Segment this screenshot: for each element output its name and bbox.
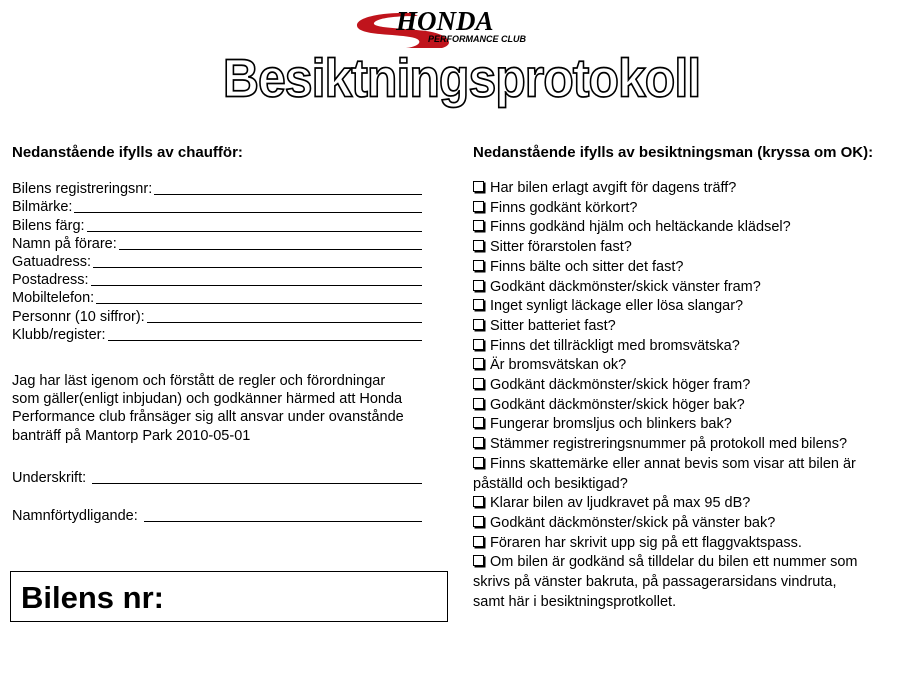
checklist-item	[473, 514, 918, 534]
checklist-item	[473, 258, 918, 278]
checklist-item-text: Inget synligt läckage eller lösa slangar?	[490, 298, 744, 315]
checkbox-icon[interactable]	[473, 417, 484, 428]
agreement-line: som gäller(enligt inbjudan) och godkänner härmed att Honda	[12, 391, 403, 408]
driver-field[interactable]	[12, 307, 422, 325]
name-clarification-label: Namnförtydligande:	[12, 508, 138, 524]
agreement-text	[12, 372, 412, 445]
checklist-item-text: Finns det tillräckligt med bromsvätska?	[490, 337, 740, 354]
checklist-item-text: Godkänt däckmönster/skick höger fram?	[490, 377, 751, 394]
checklist-item	[473, 238, 918, 258]
checkbox-icon[interactable]	[473, 536, 484, 547]
signature-label: Underskrift:	[12, 470, 87, 486]
checkbox-icon[interactable]	[473, 555, 484, 566]
checkbox-icon[interactable]	[473, 280, 484, 291]
driver-field-line[interactable]	[87, 218, 422, 232]
checklist-item-text: Har bilen erlagt avgift för dagens träff?	[490, 180, 737, 196]
driver-field[interactable]	[12, 198, 422, 216]
driver-field-label: Postadress:	[12, 272, 89, 289]
checkbox-icon[interactable]	[473, 496, 484, 507]
honda-performance-club-logo	[352, 4, 552, 50]
driver-field[interactable]	[12, 180, 422, 198]
checklist-item-continuation	[473, 573, 918, 593]
driver-field-label: Klubb/register:	[12, 326, 106, 343]
checklist-item	[473, 553, 918, 573]
driver-field-label: Bilens registreringsnr:	[12, 181, 153, 198]
driver-section	[12, 144, 452, 524]
checkbox-icon[interactable]	[473, 437, 484, 448]
driver-field[interactable]	[12, 271, 422, 289]
document-title: Besiktningsprotokoll	[222, 47, 701, 109]
checklist-item	[473, 179, 918, 199]
checkbox-icon[interactable]	[473, 240, 484, 251]
signature-field[interactable]	[12, 470, 422, 487]
checklist-item	[473, 218, 918, 238]
checklist-item	[473, 199, 918, 219]
checklist-item-text: Finns godkänt körkort?	[490, 199, 638, 216]
checklist-item	[473, 376, 918, 396]
driver-field-label: Bilens färg:	[12, 217, 85, 234]
checkbox-icon[interactable]	[473, 181, 484, 192]
driver-field-label: Namn på förare:	[12, 235, 117, 252]
checkbox-icon[interactable]	[473, 457, 484, 468]
checkbox-icon[interactable]	[473, 299, 484, 310]
driver-field[interactable]	[12, 289, 422, 307]
driver-section-heading: Nedanstående ifylls av chaufför:	[12, 144, 243, 161]
driver-field-line[interactable]	[147, 309, 422, 323]
checkbox-icon[interactable]	[473, 201, 484, 212]
checklist-item	[473, 396, 918, 416]
checklist-item-text: Är bromsvätskan ok?	[490, 357, 627, 374]
checklist-item-text: Stämmer registreringsnummer på protokoll med bilens?	[490, 436, 848, 453]
checklist-item-text: Godkänt däckmönster/skick vänster fram?	[490, 278, 761, 295]
checklist-item-text: Sitter batteriet fast?	[490, 317, 616, 334]
checkbox-icon[interactable]	[473, 516, 484, 527]
checklist-item-text: Finns godkänd hjälm och heltäckande klädsel?	[490, 219, 791, 236]
driver-field-label: Bilmärke:	[12, 199, 73, 216]
checkbox-icon[interactable]	[473, 260, 484, 271]
driver-field-line[interactable]	[96, 290, 422, 304]
driver-field-label: Gatuadress:	[12, 253, 91, 270]
agreement-line: Performance club frånsäger sig allt ansvar under ovanstånde	[12, 409, 404, 426]
checklist-item-continuation	[473, 593, 918, 613]
driver-field[interactable]	[12, 216, 422, 234]
car-number-box[interactable]	[10, 571, 448, 622]
checklist-item-continuation	[473, 475, 918, 495]
driver-field-line[interactable]	[93, 254, 422, 268]
checklist-item-text: Föraren har skrivit upp sig på ett flaggvaktspass.	[490, 534, 802, 551]
checklist-item	[473, 494, 918, 514]
driver-field-label: Personnr (10 siffror):	[12, 308, 145, 325]
inspector-section	[473, 144, 918, 610]
checklist-item-text: påställd och besiktigad?	[473, 475, 628, 492]
checkbox-icon[interactable]	[473, 220, 484, 231]
driver-field-line[interactable]	[91, 272, 422, 286]
name-clarification-field[interactable]	[12, 508, 422, 525]
driver-field-label: Mobiltelefon:	[12, 290, 95, 307]
checklist-item-text: Sitter förarstolen fast?	[490, 239, 632, 256]
checklist-item-text: skrivs på vänster bakruta, på passagerarsidans vindruta,	[473, 574, 837, 591]
checklist-item	[473, 278, 918, 298]
checklist-item	[473, 337, 918, 357]
checklist-item-text: Fungerar bromsljus och blinkers bak?	[490, 416, 732, 433]
checkbox-icon[interactable]	[473, 319, 484, 330]
inspector-section-heading: Nedanstående ifylls av besiktningsman (kryssa om OK):	[473, 144, 874, 161]
logo-wordmark: HONDA	[396, 6, 494, 36]
checklist-item	[473, 356, 918, 376]
name-clarification-line[interactable]	[144, 508, 422, 522]
checkbox-icon[interactable]	[473, 398, 484, 409]
checklist-item-text: Klarar bilen av ljudkravet på max 95 dB?	[490, 495, 751, 512]
checkbox-icon[interactable]	[473, 378, 484, 389]
logo-subtitle: PERFORMANCE CLUB	[428, 34, 526, 44]
car-number-label: Bilens nr:	[21, 580, 164, 615]
checklist-item-text: samt här i besiktningsprotkollet.	[473, 593, 677, 610]
driver-field[interactable]	[12, 235, 422, 253]
driver-field[interactable]	[12, 253, 422, 271]
driver-field-line[interactable]	[108, 327, 423, 341]
checklist-item-text: Godkänt däckmönster/skick höger bak?	[490, 396, 745, 413]
checklist-item	[473, 455, 918, 475]
agreement-line: Jag har läst igenom och förstått de regler och förordningar	[12, 373, 386, 389]
driver-field-line[interactable]	[119, 236, 422, 250]
checklist-item	[473, 415, 918, 435]
checklist-item-text: Finns skattemärke eller annat bevis som visar att bilen är	[490, 455, 856, 472]
driver-field-line[interactable]	[74, 199, 422, 213]
checklist-item	[473, 297, 918, 317]
checklist-item-text: Om bilen är godkänd så tilldelar du bilen ett nummer som	[490, 554, 858, 571]
driver-field-line[interactable]	[154, 181, 422, 195]
checklist-item-text: Finns bälte och sitter det fast?	[490, 258, 684, 275]
checklist-item-text: Godkänt däckmönster/skick på vänster bak?	[490, 514, 776, 531]
agreement-line: banträff på Mantorp Park 2010-05-01	[12, 427, 251, 444]
driver-fields	[12, 180, 422, 344]
inspection-checklist	[473, 179, 918, 612]
checklist-item	[473, 534, 918, 554]
driver-field[interactable]	[12, 326, 422, 344]
signature-line[interactable]	[92, 470, 422, 484]
checklist-item	[473, 317, 918, 337]
checklist-item	[473, 435, 918, 455]
checkbox-icon[interactable]	[473, 339, 484, 350]
checkbox-icon[interactable]	[473, 358, 484, 369]
